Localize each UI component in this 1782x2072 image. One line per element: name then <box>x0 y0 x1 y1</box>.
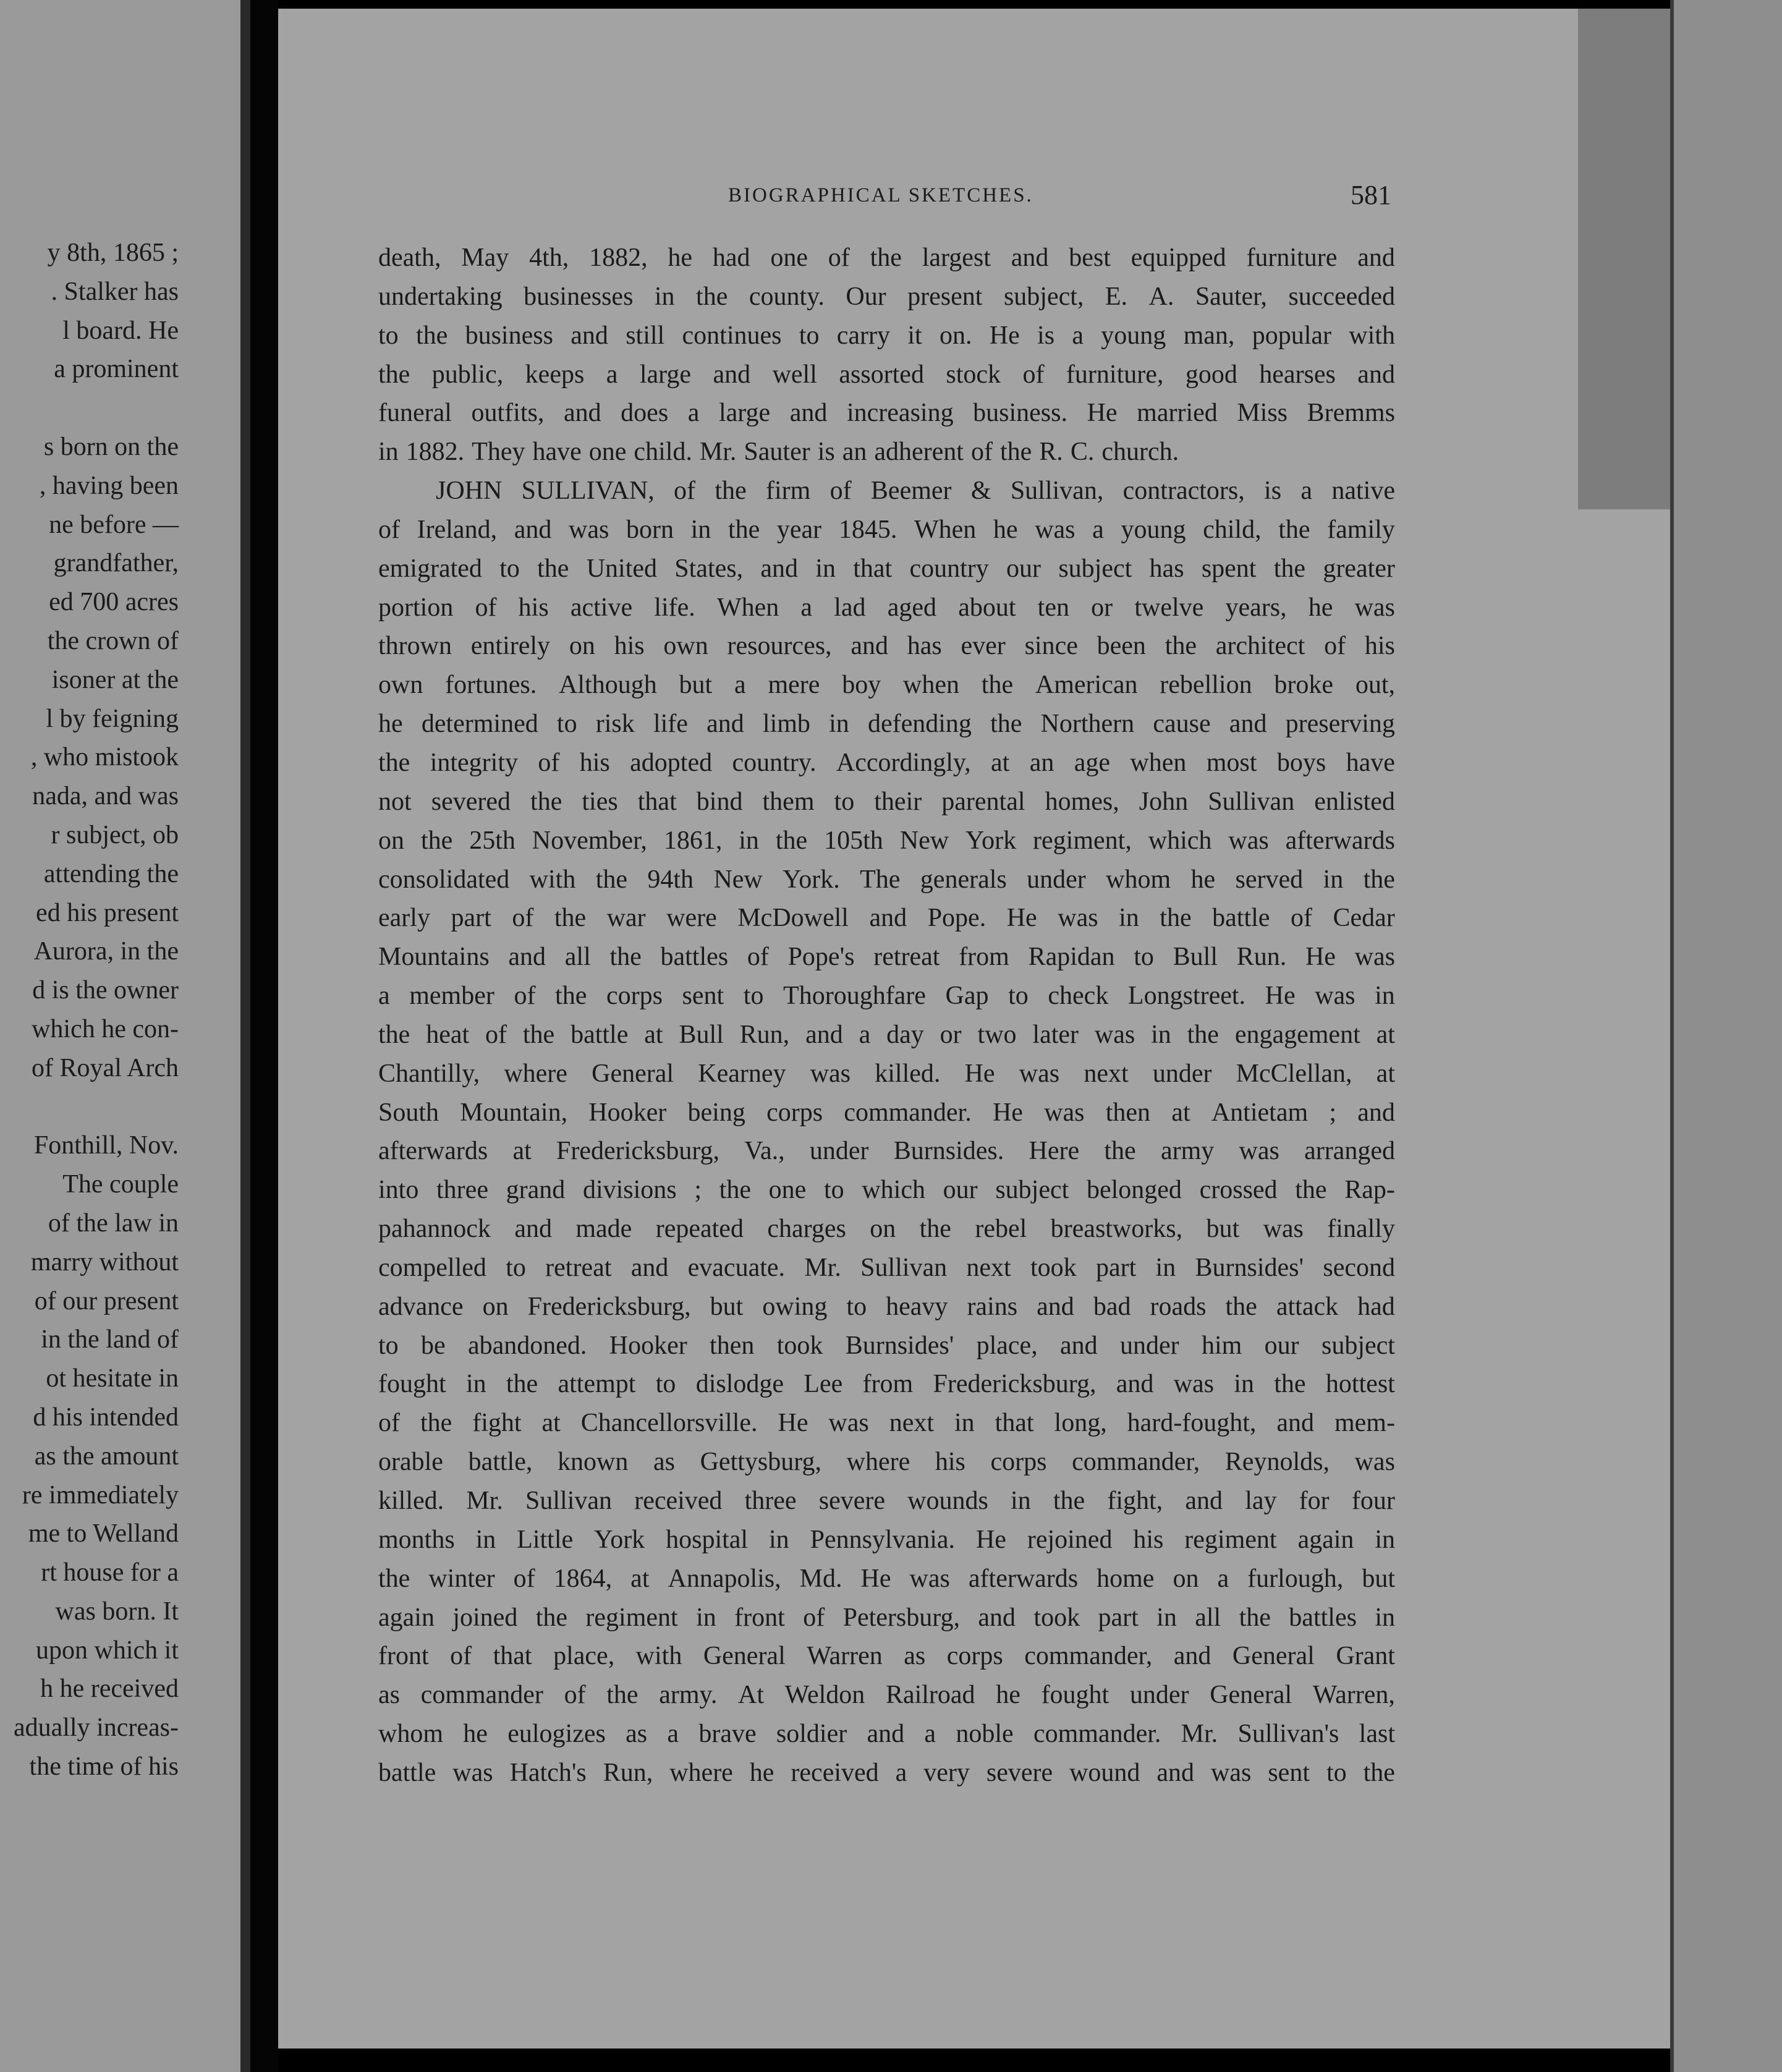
left-page-line: r subject, ob <box>51 820 179 849</box>
left-page-line: marry without <box>30 1247 179 1276</box>
left-page-line: of Royal Arch <box>32 1053 179 1082</box>
body-line: funeral outfits, and does a large and increasing business. He married Miss Bremms <box>378 399 1395 428</box>
left-page-line: y 8th, 1865 ; <box>47 239 179 267</box>
left-page-line: l by feigning <box>46 704 179 733</box>
body-line: of the fight at Chancellorsville. He was next in that long, hard-fought, and mem- <box>378 1409 1395 1438</box>
body-line: orable battle, known as Gettysburg, where his corps commander, Reynolds, was <box>378 1448 1395 1477</box>
body-line: emigrated to the United States, and in that country our subject has spent the greater <box>378 554 1395 583</box>
left-page-line: h he received <box>40 1675 179 1704</box>
body-line: early part of the war were McDowell and Pope. He was in the battle of Cedar <box>378 904 1395 933</box>
body-line: own fortunes. Although but a mere boy when the American rebellion broke out, <box>378 671 1395 700</box>
left-page-line: adually increas- <box>13 1713 179 1743</box>
body-line: Chantilly, where General Kearney was killed. He was next under McClellan, at <box>378 1059 1395 1088</box>
left-page-line: in the land of <box>41 1325 179 1354</box>
body-line: again joined the regiment in front of Petersburg, and took part in all the battles in <box>378 1603 1395 1632</box>
left-page-line: of the law in <box>48 1208 179 1238</box>
body-line: whom he eulogizes as a brave soldier and a noble commander. Mr. Sullivan's last <box>378 1720 1395 1749</box>
body-line: JOHN SULLIVAN, of the firm of Beemer & Sullivan, contractors, is a native <box>436 477 1395 506</box>
body-line: not severed the ties that bind them to their parental homes, John Sullivan enlisted <box>378 787 1395 816</box>
left-page-line: rt house for a <box>41 1558 179 1587</box>
left-facing-page <box>0 0 250 2072</box>
left-page-line <box>9 389 179 428</box>
left-page-line: s born on the <box>43 432 179 461</box>
body-line: in 1882. They have one child. Mr. Sauter is an adherent of the R. C. church. <box>378 438 1179 467</box>
body-line: killed. Mr. Sullivan received three severe wounds in the fight, and lay for four <box>378 1487 1395 1515</box>
left-page-line: The couple <box>62 1170 179 1199</box>
left-page-line: which he con- <box>32 1014 179 1043</box>
left-page-line: of our present <box>34 1286 179 1315</box>
body-line: to be abandoned. Hooker then took Burnsides' place, and under him our subject <box>378 1331 1395 1360</box>
book-binding-gap <box>250 0 278 2072</box>
body-line: undertaking businesses in the county. Our present subject, E. A. Sauter, succeeded <box>378 282 1395 311</box>
body-line: fought in the attempt to dislodge Lee from Fredericksburg, and was in the hottest <box>378 1370 1395 1399</box>
left-page-gutter-shadow <box>240 0 250 2072</box>
left-page-line: the time of his <box>29 1752 179 1781</box>
left-page-line: the crown of <box>47 626 179 655</box>
body-line: the winter of 1864, at Annapolis, Md. He was afterwards home on a furlough, but <box>378 1564 1395 1593</box>
body-line: pahannock and made repeated charges on the rebel breastworks, but was finally <box>378 1215 1395 1244</box>
left-page-line: upon which it <box>36 1636 179 1665</box>
left-page-line: d his intended <box>33 1403 179 1432</box>
left-page-line: ne before — <box>49 510 179 539</box>
body-text <box>378 239 1395 1793</box>
left-page-line: d is the owner <box>32 976 179 1005</box>
left-page-line <box>9 1088 179 1127</box>
body-line: the heat of the battle at Bull Run, and a day or two later was in the engagement at <box>378 1020 1395 1049</box>
left-page-line: a prominent <box>54 355 179 384</box>
left-page-line: . Stalker has <box>51 277 179 306</box>
page-stack-edge <box>1674 0 1782 2072</box>
left-page-line: me to Welland <box>28 1519 179 1548</box>
body-line: South Mountain, Hooker being corps commander. He was then at Antietam ; and <box>378 1098 1395 1127</box>
left-page-line: nada, and was <box>32 782 179 811</box>
body-line: advance on Fredericksburg, but owing to heavy rains and bad roads the attack had <box>378 1292 1395 1321</box>
body-line: afterwards at Fredericksburg, Va., under Burnsides. Here the army was arranged <box>378 1137 1395 1166</box>
body-line: into three grand divisions ; the one to which our subject belonged crossed the Rap- <box>378 1176 1395 1205</box>
body-line: battle was Hatch's Run, where he received a very severe wound and was sent to the <box>378 1758 1395 1787</box>
left-page-line: , who mistook <box>30 743 179 772</box>
left-page-line: Fonthill, Nov. <box>33 1131 179 1160</box>
left-page-line: ed 700 acres <box>49 588 179 617</box>
body-line: on the 25th November, 1861, in the 105th New York regiment, which was afterwards <box>378 826 1395 855</box>
left-page-line: isoner at the <box>51 665 179 694</box>
left-page-line: Aurora, in the <box>33 937 179 966</box>
body-line: thrown entirely on his own resources, and has ever since been the architect of his <box>378 632 1395 661</box>
left-page-line: as the amount <box>34 1441 179 1471</box>
body-line: he determined to risk life and limb in defending the Northern cause and preserving <box>378 710 1395 739</box>
body-line: months in Little York hospital in Pennsylvania. He rejoined his regiment again in <box>378 1525 1395 1554</box>
body-line: death, May 4th, 1882, he had one of the largest and best equipped furniture and <box>378 244 1395 272</box>
left-page-line: l board. He <box>62 316 179 345</box>
left-page-line: ed his present <box>36 898 179 927</box>
page-number: 581 <box>1351 180 1391 210</box>
body-line: consolidated with the 94th New York. The generals under whom he served in the <box>378 865 1395 894</box>
body-line: Mountains and all the battles of Pope's retreat from Rapidan to Bull Run. He was <box>378 943 1395 972</box>
body-line: of Ireland, and was born in the year 1845. When he was a young child, the family <box>378 515 1395 544</box>
body-line: as commander of the army. At Weldon Railroad he fought under General Warren, <box>378 1681 1395 1710</box>
body-line: to the business and still continues to carry it on. He is a young man, popular with <box>378 321 1395 350</box>
running-head: BIOGRAPHICAL SKETCHES. <box>728 184 1033 206</box>
left-page-text <box>9 234 179 1786</box>
body-line: compelled to retreat and evacuate. Mr. Sullivan next took part in Burnsides' second <box>378 1253 1395 1282</box>
left-page-line: , having been <box>39 471 179 500</box>
body-line: the public, keeps a large and well assorted stock of furniture, good hearses and <box>378 360 1395 389</box>
left-page-line: re immediately <box>22 1480 179 1509</box>
left-page-line: attending the <box>43 859 179 888</box>
left-page-line: grandfather, <box>53 549 179 578</box>
left-page-line: ot hesitate in <box>46 1364 179 1393</box>
body-line: portion of his active life. When a lad aged about ten or twelve years, he was <box>378 593 1395 622</box>
body-line: front of that place, with General Warren as corps commander, and General Grant <box>378 1642 1395 1671</box>
left-page-line: was born. It <box>55 1597 179 1626</box>
body-line: a member of the corps sent to Thoroughfare Gap to check Longstreet. He was in <box>378 982 1395 1011</box>
body-line: the integrity of his adopted country. Accordingly, at an age when most boys have <box>378 748 1395 777</box>
